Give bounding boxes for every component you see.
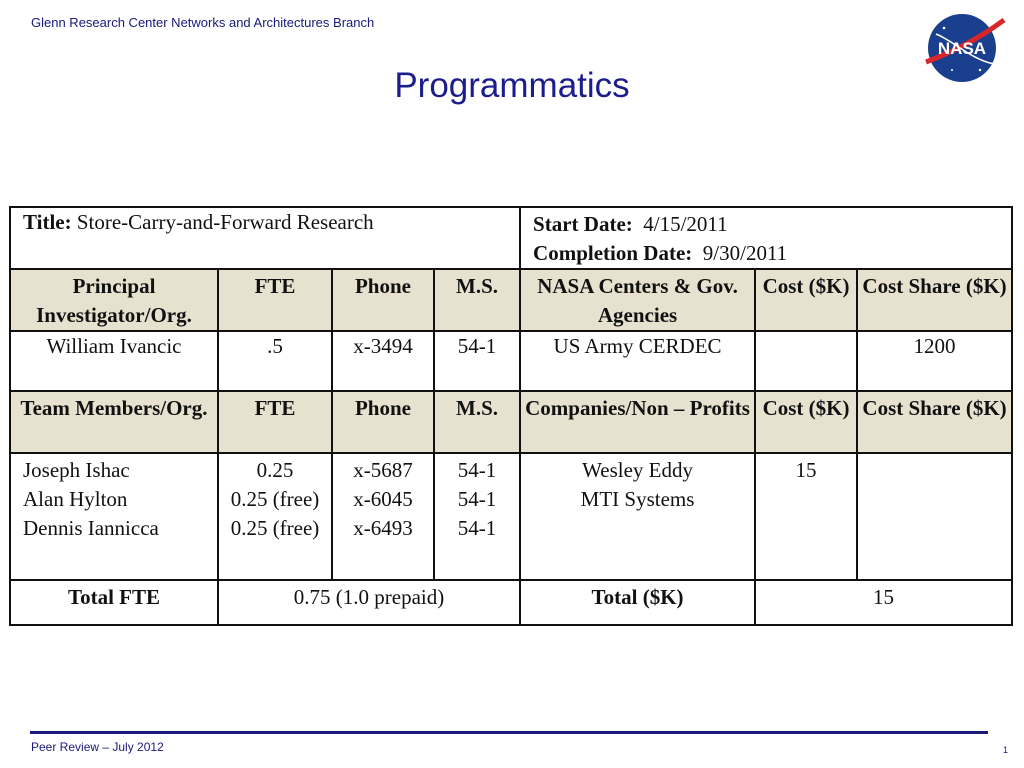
- pi-header-cell: Principal Investigator/Org.: [10, 269, 218, 331]
- team-header-cell: Phone: [332, 391, 434, 453]
- team-member-name: Alan Hylton: [23, 487, 128, 511]
- team-member-ms: 54-1: [457, 458, 497, 482]
- team-member-phone: x-6493: [353, 516, 413, 540]
- title-label: Title:: [23, 210, 72, 234]
- total-cost-value: 15: [755, 580, 1012, 625]
- total-fte-value: 0.75 (1.0 prepaid): [218, 580, 520, 625]
- footer-divider: [30, 731, 988, 734]
- pi-header-cell: Cost ($K): [755, 269, 857, 331]
- nasa-logo-text: NASA: [937, 39, 987, 58]
- company-name: MTI Systems: [580, 487, 695, 511]
- team-ms: [434, 453, 520, 580]
- completion-date: [533, 239, 1011, 268]
- company-costs: [755, 453, 857, 580]
- team-phone: [332, 453, 434, 580]
- team-member-fte: 0.25: [256, 458, 294, 482]
- pi-header-cell: M.S.: [434, 269, 520, 331]
- team-row: [10, 453, 1012, 580]
- page-number: 1: [1003, 745, 1009, 755]
- team-member-phone: x-6045: [353, 487, 413, 511]
- title-value: Store-Carry-and-Forward Research: [76, 210, 374, 234]
- pi-fte: .5: [218, 331, 332, 391]
- completion-date-value: 9/30/2011: [702, 241, 788, 265]
- pi-name: William Ivancic: [10, 331, 218, 391]
- org-header: Glenn Research Center Networks and Architectures Branch: [31, 15, 375, 30]
- team-header-row: [10, 391, 1012, 453]
- pi-cost: [755, 331, 857, 391]
- total-fte-label: Total FTE: [10, 580, 218, 625]
- team-member-ms: 54-1: [457, 516, 497, 540]
- pi-ms: 54-1: [434, 331, 520, 391]
- team-header-cell: M.S.: [434, 391, 520, 453]
- completion-date-label: Completion Date:: [533, 241, 693, 265]
- total-row: [10, 580, 1012, 625]
- start-date-value: 4/15/2011: [643, 212, 728, 236]
- companies: [520, 453, 755, 580]
- team-member-fte: 0.25 (free): [230, 516, 320, 540]
- start-date-label: Start Date:: [533, 212, 633, 236]
- team-header-cell: Companies/Non – Profits: [520, 391, 755, 453]
- pi-header-cell: Cost Share ($K): [857, 269, 1012, 331]
- pi-phone: x-3494: [332, 331, 434, 391]
- company-name: Wesley Eddy: [582, 458, 693, 482]
- company-cost: 15: [795, 458, 817, 482]
- team-header-cell: Team Members/Org.: [10, 391, 218, 453]
- team-member-fte: 0.25 (free): [230, 487, 320, 511]
- start-date: [533, 210, 1011, 239]
- team-member-ms: 54-1: [457, 487, 497, 511]
- team-fte: [218, 453, 332, 580]
- team-member-name: Dennis Iannicca: [23, 516, 159, 540]
- pi-header-cell: Phone: [332, 269, 434, 331]
- footer-text: Peer Review – July 2012: [31, 740, 164, 754]
- team-header-cell: Cost ($K): [755, 391, 857, 453]
- team-member-name: Joseph Ishac: [23, 458, 130, 482]
- title-cell: [10, 207, 520, 269]
- team-header-cell: Cost Share ($K): [857, 391, 1012, 453]
- pi-agency: US Army CERDEC: [520, 331, 755, 391]
- team-header-cell: FTE: [218, 391, 332, 453]
- total-cost-label: Total ($K): [520, 580, 755, 625]
- pi-header-row: [10, 269, 1012, 331]
- pi-row: [10, 331, 1012, 391]
- team-member-phone: x-5687: [353, 458, 413, 482]
- title-row: [10, 207, 1012, 269]
- company-cost-share: [857, 453, 1012, 580]
- pi-header-cell: FTE: [218, 269, 332, 331]
- programmatics-table: [9, 206, 1013, 626]
- slide-title: Programmatics: [394, 66, 630, 105]
- pi-header-cell: NASA Centers & Gov. Agencies: [520, 269, 755, 331]
- dates-cell: [520, 207, 1012, 269]
- pi-cost-share: 1200: [857, 331, 1012, 391]
- team-names: [10, 453, 218, 580]
